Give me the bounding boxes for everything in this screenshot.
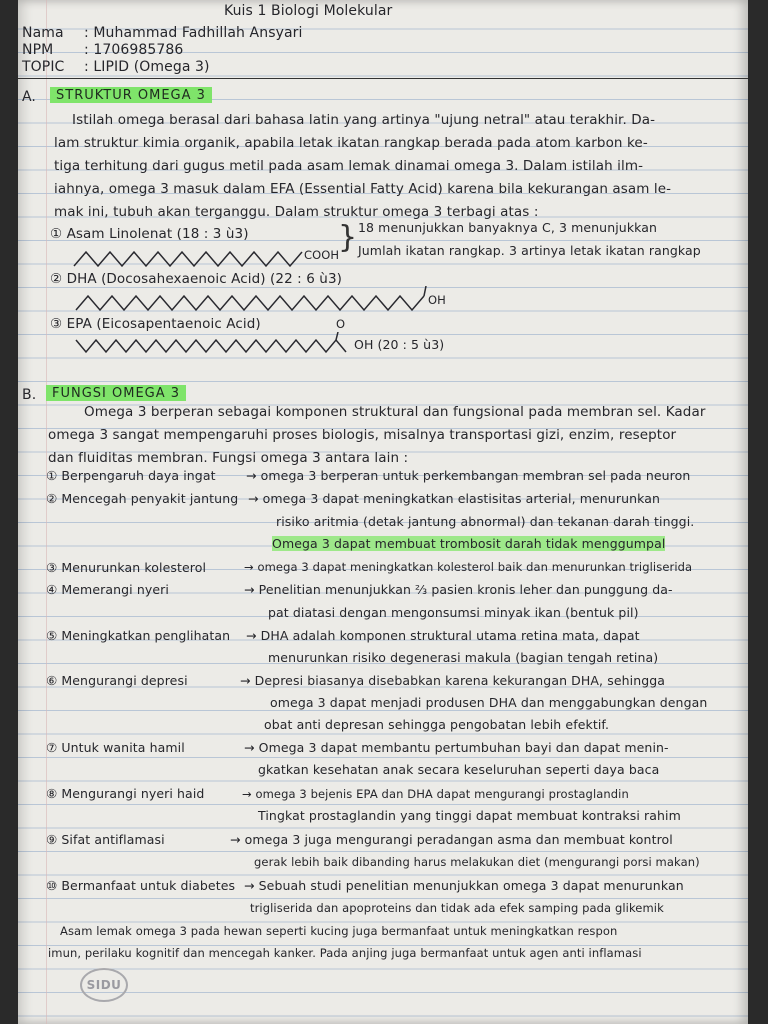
fungsi-item-desc: omega 3 dapat menjadi produsen DHA dan menggabungkan dengan [270,695,708,710]
fungsi-item-desc: pat diatasi dengan mengonsumsi minyak ikan (bentuk pil) [268,605,639,620]
dha-oh-label: OH [428,293,446,307]
fungsi-item-desc: Omega 3 dapat membuat trombosit darah tidak menggumpal [272,536,666,551]
item1-note-line: Jumlah ikatan rangkap. 3 artinya letak ikatan rangkap [358,243,701,258]
epa-chain-svg [74,332,354,358]
section-b-intro-line: omega 3 sangat mempengaruhi proses biologis, misalnya transportasi gizi, enzim, reseptor [48,427,677,443]
fungsi-item-desc: → Omega 3 dapat membantu pertumbuhan bayi dan dapat menin- [244,740,669,755]
fungsi-item-desc: → omega 3 dapat meningkatkan elastisitas arterial, menurunkan [248,491,661,506]
page-title: Kuis 1 Biologi Molekular [224,3,393,19]
fungsi-item-desc: obat anti depresan sehingga pengobatan lebih efektif. [264,717,610,732]
cooh-label: COOH [304,248,340,262]
fungsi-item-label: ② Mencegah penyakit jantung [46,491,239,506]
fungsi-item-label: ⑩ Bermanfaat untuk diabetes [46,878,236,893]
header-rule [18,78,748,79]
section-a-para-line: mak ini, tubuh akan terganggu. Dalam struktur omega 3 terbagi atas : [54,204,539,220]
epa-formula: OH (20 : 5 ù3) [354,337,445,352]
npm-label: NPM [22,42,54,58]
fungsi-item-label: ⑤ Meningkatkan penglihatan [46,628,231,643]
epa-chain [74,332,354,358]
fungsi-item-label: ⑦ Untuk wanita hamil [46,740,185,755]
dha-chain [74,286,444,316]
closing-line: Asam lemak omega 3 pada hewan seperti kucing juga bermanfaat untuk meningkatkan respon [60,924,618,938]
section-a-para-line: tiga terhitung dari gugus metil pada asam lemak dinamai omega 3. Dalam istilah ilm- [54,158,644,174]
item1-note-line: 18 menunjukkan banyaknya C, 3 menunjukkan [358,220,658,235]
linolenat-chain [72,246,322,270]
dha-chain-svg [74,286,444,316]
fungsi-item-desc: → omega 3 dapat meningkatkan kolesterol baik dan menurunkan trigliserida [244,560,693,574]
topic-value: : LIPID (Omega 3) [84,59,210,75]
fungsi-item-desc: trigliserida dan apoproteins dan tidak ada efek samping pada glikemik [250,901,664,915]
topic-label: TOPIC [22,59,65,75]
fungsi-item-desc: → DHA adalah komponen struktural utama retina mata, dapat [246,628,640,643]
nama-label: Nama [22,25,64,41]
fungsi-item-desc: gkatkan kesehatan anak secara keseluruhan seperti daya baca [258,762,660,777]
struct-item-dha: ② DHA (Docosahexaenoic Acid) (22 : 6 ù3) [50,271,343,287]
struct-item-epa: ③ EPA (Eicosapentaenoic Acid) [50,316,261,332]
fungsi-item-label: ⑥ Mengurangi depresi [46,673,188,688]
fungsi-item-desc: Tingkat prostaglandin yang tinggi dapat membuat kontraksi rahim [258,808,681,823]
section-b-intro-line: Omega 3 berperan sebagai komponen struktural dan fungsional pada membran sel. Kadar [84,404,706,420]
fungsi-item-label: ⑧ Mengurangi nyeri haid [46,786,205,801]
sidu-logo-stamp: SIDU [80,968,128,1002]
section-a-letter: A. [22,89,36,105]
closing-line: imun, perilaku kognitif dan mencegah kanker. Pada anjing juga bermanfaat untuk agen anti inflamasi [48,946,642,960]
margin-line [46,0,47,1024]
linolenat-chain-svg [72,246,322,270]
fungsi-item-desc: → omega 3 juga mengurangi peradangan asma dan membuat kontrol [230,832,673,847]
fungsi-item-desc: → Penelitian menunjukkan ⅔ pasien kronis leher dan punggung da- [244,582,673,597]
fungsi-item-label: ④ Memerangi nyeri [46,582,169,597]
section-a-heading: STRUKTUR OMEGA 3 [50,87,212,103]
npm-value: : 1706985786 [84,42,184,58]
section-b-intro-line: dan fluiditas membran. Fungsi omega 3 antara lain : [48,450,409,466]
epa-carbonyl-o: O [336,317,346,331]
fungsi-item-desc: menurunkan risiko degenerasi makula (bagian tengah retina) [268,650,659,665]
section-a-para-line: iahnya, omega 3 masuk dalam EFA (Essential Fatty Acid) karena bila kekurangan asam le- [54,181,672,197]
nama-value: : Muhammad Fadhillah Ansyari [84,25,303,41]
fungsi-item-desc: risiko aritmia (detak jantung abnormal) dan tekanan darah tinggi. [276,514,695,529]
notebook-page [18,0,748,1024]
fungsi-item-desc: → omega 3 berperan untuk perkembangan membran sel pada neuron [246,468,691,483]
section-a-para-line: Istilah omega berasal dari bahasa latin yang artinya "ujung netral" atau terakhir. Da- [72,112,656,128]
fungsi-item-desc: gerak lebih baik dibanding harus melakukan diet (mengurangi porsi makan) [254,855,700,869]
section-b-letter: B. [22,387,37,403]
fungsi-item-label: ① Berpengaruh daya ingat [46,468,216,483]
fungsi-item-desc: → Sebuah studi penelitian menunjukkan omega 3 dapat menurunkan [244,878,684,893]
fungsi-item-label: ⑨ Sifat antiflamasi [46,832,165,847]
fungsi-item-desc: → omega 3 bejenis EPA dan DHA dapat mengurangi prostaglandin [242,787,629,801]
fungsi-item-desc: → Depresi biasanya disebabkan karena kekurangan DHA, sehingga [240,673,666,688]
struct-item-asam-linolenat: ① Asam Linolenat (18 : 3 ù3) [50,226,249,242]
brace-mark: } [338,220,358,255]
section-a-para-line: lam struktur kimia organik, apabila letak ikatan rangkap berada pada atom karbon ke- [54,135,648,151]
section-b-heading: FUNGSI OMEGA 3 [46,385,186,401]
fungsi-item-label: ③ Menurunkan kolesterol [46,560,207,575]
